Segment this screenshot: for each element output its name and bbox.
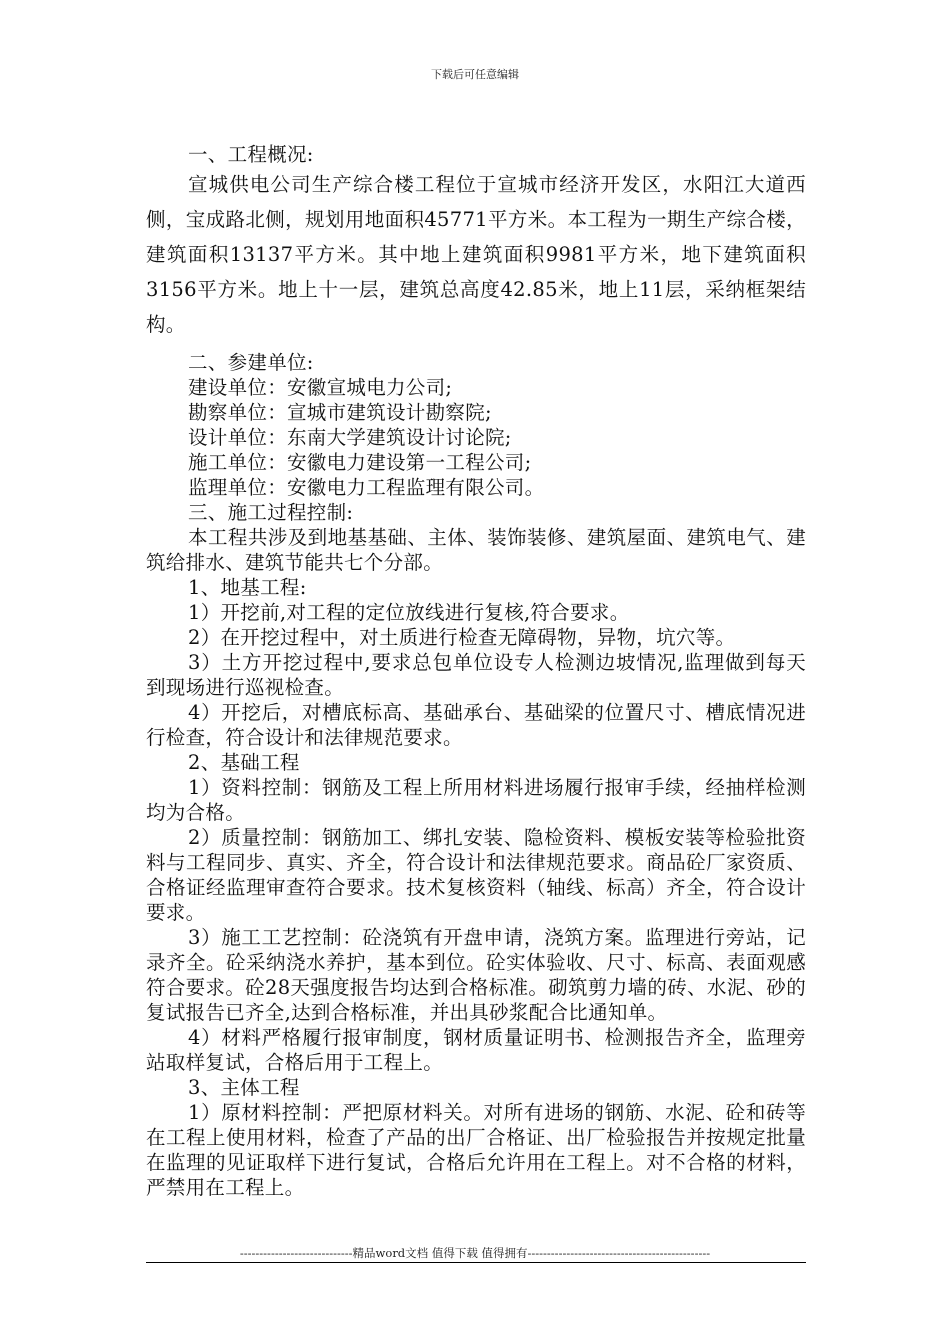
- section-3-heading: 三、施工过程控制:: [188, 501, 354, 524]
- section-2-heading: 二、参建单位:: [188, 351, 314, 374]
- foundation-item-1: 1）开挖前,对工程的定位放线进行复核,符合要求。: [188, 601, 630, 624]
- scope-paragraph: 本工程共涉及到地基基础、主体、装饰装修、建筑屋面、建筑电气、建筑给排水、建筑节能共七个分部。: [146, 526, 806, 574]
- base-item-1: 1）资料控制：钢筋及工程上所用材料进场履行报审手续，经抽样检测均为合格。: [146, 776, 806, 824]
- subsection-main-heading: 3、主体工程: [188, 1076, 300, 1099]
- subsection-foundation-heading: 1、地基工程:: [188, 576, 307, 599]
- subsection-base-heading: 2、基础工程: [188, 751, 300, 774]
- supervision-unit: 监理单位：安徽电力工程监理有限公司。: [188, 476, 545, 499]
- project-overview-paragraph: 宣城供电公司生产综合楼工程位于宣城市经济开发区，水阳江大道西侧，宝成路北侧，规划用地面积45771平方米。本工程为一期生产综合楼，建筑面积13137平方米。其中地上建筑面积9981平方米，地下建筑面积3156平方米。地上十一层，建筑总高度42.85米，地上11层，采纳框架结构。: [146, 173, 806, 336]
- footer-rule: [146, 1262, 806, 1263]
- base-item-4: 4）材料严格履行报审制度，钢材质量证明书、检测报告齐全，监理旁站取样复试，合格后用于工程上。: [146, 1026, 806, 1074]
- main-item-1: 1）原材料控制：严把原材料关。对所有进场的钢筋、水泥、砼和砖等在工程上使用材料，检查了产品的出厂合格证、出厂检验报告并按规定批量在监理的见证取样下进行复试，合格后允许用在工程上。对不合格的材料，严禁用在工程上。: [146, 1101, 806, 1199]
- foundation-item-4: 4）开挖后，对槽底标高、基础承台、基础梁的位置尺寸、槽底情况进行检查，符合设计和法律规范要求。: [146, 701, 806, 749]
- foundation-item-3: 3）土方开挖过程中,要求总包单位设专人检测边坡情况,监理做到每天到现场进行巡视检查。: [146, 651, 806, 699]
- document-body: [146, 142, 806, 1200]
- section-1-heading: 一、工程概况:: [188, 143, 314, 166]
- construction-unit: 建设单位：安徽宣城电力公司;: [188, 376, 453, 399]
- survey-unit: 勘察单位：宣城市建筑设计勘察院;: [188, 401, 492, 424]
- contractor-unit: 施工单位：安徽电力建设第一工程公司;: [188, 451, 532, 474]
- foundation-item-2: 2）在开挖过程中，对土质进行检查无障碍物，异物，坑穴等。: [188, 626, 736, 649]
- page-footer: -----------------------------精品word文档 值得下载 值得拥有-----------------------------------------------: [239, 1246, 711, 1260]
- design-unit: 设计单位：东南大学建筑设计讨论院;: [188, 426, 512, 449]
- base-item-2: 2）质量控制：钢筋加工、绑扎安装、隐检资料、模板安装等检验批资料与工程同步、真实、齐全，符合设计和法律规范要求。商品砼厂家资质、合格证经监理审查符合要求。技术复核资料（轴线、标高）齐全，符合设计要求。: [146, 826, 806, 924]
- page-header: 下载后可任意编辑: [431, 68, 519, 81]
- base-item-3: 3）施工工艺控制：砼浇筑有开盘申请，浇筑方案。监理进行旁站，记录齐全。砼采纳浇水养护，基本到位。砼实体验收、尺寸、标高、表面观感符合要求。砼28天强度报告均达到合格标准。砌筑剪力墙的砖、水泥、砂的复试报告已齐全,达到合格标准，并出具砂浆配合比通知单。: [146, 926, 806, 1024]
